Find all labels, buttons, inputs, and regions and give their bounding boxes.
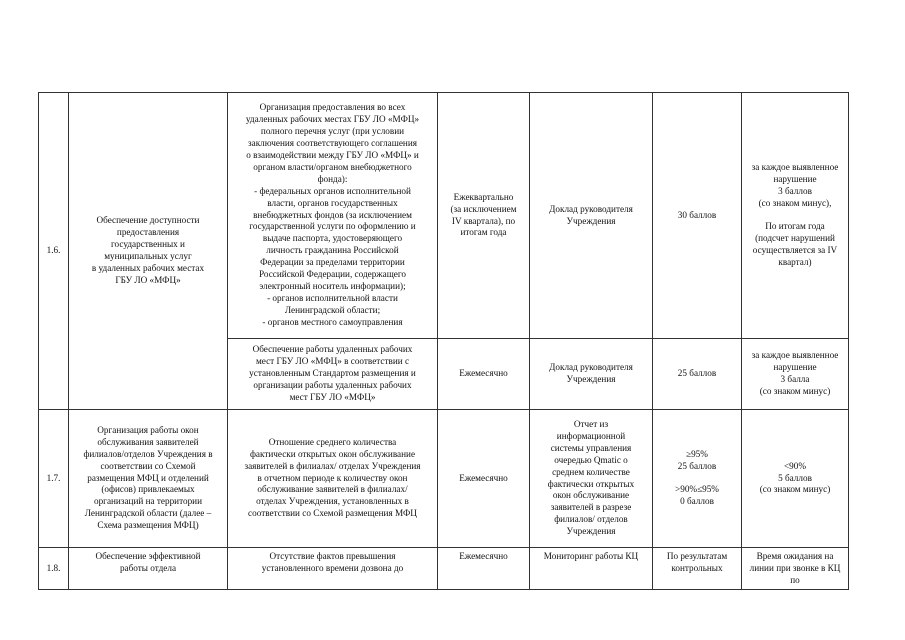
points-cell: По результатам контрольных xyxy=(653,548,742,590)
indicator-name: Организация работы окон обслуживания заявителей филиалов/отделов Учреждения в соответствии со Схемой размещения МФЦ и отделений (офисов) привлекаемых организаций на территории Ленинградской области (далее – Схема размещения МФЦ) xyxy=(69,410,228,548)
kpi-table xyxy=(38,92,849,590)
table-row-1-6-a xyxy=(39,93,849,339)
source-cell: Доклад руководителя Учреждения xyxy=(530,93,653,339)
source-cell: Отчет из информационной системы управления очередью Qmatic о среднем количестве фактически открытых окон обслуживание заявителей в разрезе филиалов/ отделов Учреждения xyxy=(530,410,653,548)
points-cell: 30 баллов xyxy=(653,93,742,339)
criterion-cell: Отношение среднего количества фактически открытых окон обслуживание заявителей в филиалах/ отделах Учреждения в отчетном периоде к количеству окон обслуживание заявителей в филиалах/ отделах Учреждения, установленных в соответствии со Схемой размещения МФЦ xyxy=(228,410,438,548)
criterion-cell: Отсутствие фактов превышения установленного времени дозвона до xyxy=(228,548,438,590)
points-cell: ≥95% 25 баллов >90%≤95% 0 баллов xyxy=(653,410,742,548)
criterion-cell: Обеспечение работы удаленных рабочих мест ГБУ ЛО «МФЦ» в соответствии с установленным Стандартом размещения и организации работы удаленных рабочих мест ГБУ ЛО «МФЦ» xyxy=(228,339,438,410)
row-number: 1.6. xyxy=(39,93,69,410)
penalty-cell: <90% 5 баллов (со знаком минус) xyxy=(742,410,849,548)
row-number: 1.7. xyxy=(39,410,69,548)
penalty-cell: за каждое выявленное нарушение 3 балла (со знаком минус) xyxy=(742,339,849,410)
penalty-cell: за каждое выявленное нарушение 3 баллов (со знаком минус), По итогам года (подсчет нарушений осуществляется за IV квартал) xyxy=(742,93,849,339)
table-row-1-8 xyxy=(39,548,849,590)
criterion-cell: Организация предоставления во всех удаленных рабочих местах ГБУ ЛО «МФЦ» полного перечня услуг (при условии заключения соответствующего соглашения о взаимодействии между ГБУ ЛО «МФЦ» и органом власти/органом внебюджетного фонда): - федеральных органов исполнительной власти, органов государственных внебюджетных фондов (за исключением государственной услуги по оформлению и выдаче паспорта, удостоверяющего личность гражданина Российской Федерации за пределами территории Российской Федерации, содержащего электронный носитель информации); - органов исполнительной власти Ленинградской области; - органов местного самоуправления xyxy=(228,93,438,339)
row-number: 1.8. xyxy=(39,548,69,590)
indicator-name: Обеспечение доступности предоставления государственных и муниципальных услуг в удаленных рабочих местах ГБУ ЛО «МФЦ» xyxy=(69,93,228,410)
period-cell: Ежемесячно xyxy=(438,410,530,548)
period-cell: Ежемесячно xyxy=(438,339,530,410)
source-cell: Мониторинг работы КЦ xyxy=(530,548,653,590)
period-cell: Ежемесячно xyxy=(438,548,530,590)
indicator-name: Обеспечение эффективной работы отдела xyxy=(69,548,228,590)
period-cell: Ежеквартально (за исключением IV квартала), по итогам года xyxy=(438,93,530,339)
penalty-cell: Время ожидания на линии при звонке в КЦ по xyxy=(742,548,849,590)
source-cell: Доклад руководителя Учреждения xyxy=(530,339,653,410)
points-cell: 25 баллов xyxy=(653,339,742,410)
table-row-1-7 xyxy=(39,410,849,548)
